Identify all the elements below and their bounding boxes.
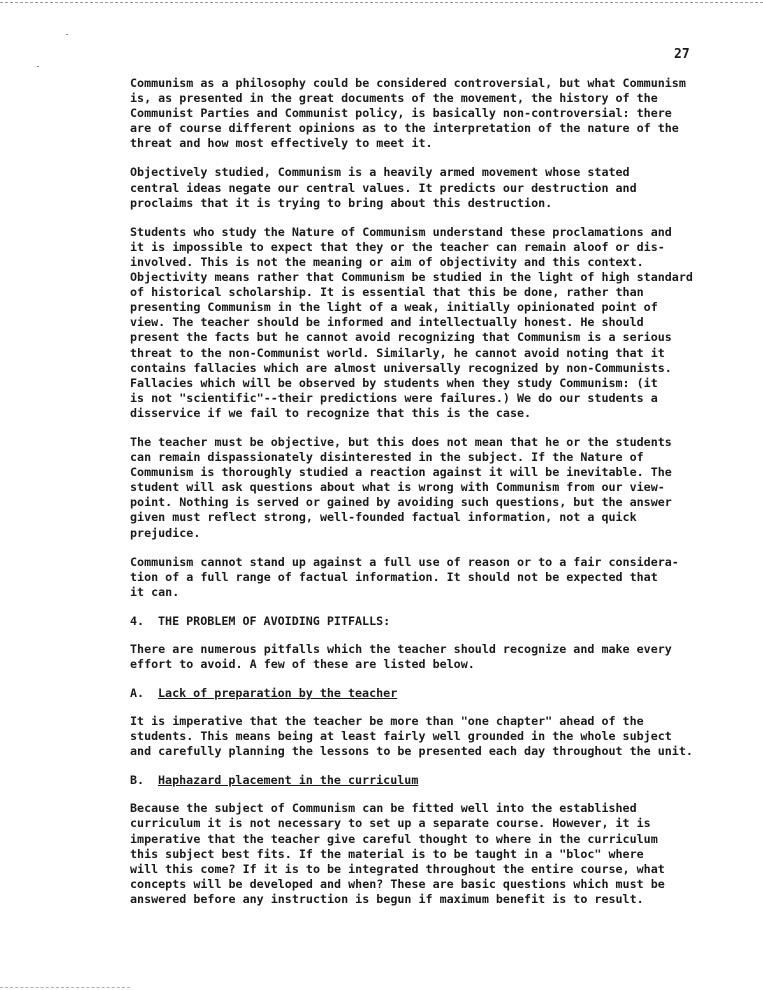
subsection-label: A. xyxy=(130,686,145,701)
text-line: Fallacies which will be observed by students when they study Communism: (it xyxy=(130,375,658,390)
subsection-title: Lack of preparation by the teacher xyxy=(158,686,398,701)
text-line: students. This means being at least fairly well grounded in the whole subject xyxy=(130,729,672,744)
text-line: Because the subject of Communism can be fitted well into the established xyxy=(130,801,637,816)
section-intro xyxy=(130,642,730,672)
scan-speck xyxy=(37,66,39,67)
page-number: 27 xyxy=(674,47,690,62)
text-line: given must reflect strong, well-founded factual information, not a quick xyxy=(130,510,637,525)
text-line: Objectivity means rather that Communism be studied in the light of high standard xyxy=(130,270,693,285)
subsection-a-heading xyxy=(130,686,730,700)
text-line: effort to avoid. A few of these are listed below. xyxy=(130,657,475,671)
text-line: Communism is thoroughly studied a reaction against it will be inevitable. The xyxy=(130,465,672,480)
text-line: are of course different opinions as to the interpretation of the nature of the xyxy=(130,121,679,136)
text-line: presenting Communism in the light of a weak, initially opinionated point of xyxy=(130,300,658,315)
paragraph-1 xyxy=(130,76,730,151)
text-line: answered before any instruction is begun if maximum benefit is to result. xyxy=(130,891,644,906)
text-line: view. The teacher should be informed and intellectually honest. He should xyxy=(130,315,644,330)
text-line: threat to the non-Communist world. Similarly, he cannot avoid noting that it xyxy=(130,345,665,360)
section-number: 4. xyxy=(130,613,145,628)
text-line: this subject best fits. If the material is to be taught in a "bloc" where xyxy=(130,846,644,861)
text-line: Communism as a philosophy could be considered controversial, but what Communism xyxy=(130,76,686,90)
subsection-title: Haphazard placement in the curriculum xyxy=(158,773,419,788)
text-line: curriculum it is not necessary to set up a separate course. However, it is xyxy=(130,816,651,831)
text-line: involved. This is not the meaning or aim of objectivity and this context. xyxy=(130,254,644,269)
text-line: contains fallacies which are almost universally recognized by non-Communists. xyxy=(130,360,672,375)
text-line: proclaims that it is trying to bring about this destruction. xyxy=(130,195,553,210)
text-line: Students who study the Nature of Communism understand these proclamations and xyxy=(130,224,672,239)
text-line: prejudice. xyxy=(130,525,201,540)
text-line: It is imperative that the teacher be more than "one chapter" ahead of the xyxy=(130,714,644,729)
paragraph-2 xyxy=(130,165,730,210)
top-scan-edge xyxy=(0,2,763,3)
text-line: Communist Parties and Communist policy, is basically non-controversial: there xyxy=(130,106,672,121)
subsection-b-heading xyxy=(130,773,730,787)
text-line: it can. xyxy=(130,584,180,599)
text-line: tion of a full range of factual information. It should not be expected that xyxy=(130,569,658,584)
text-line: point. Nothing is served or gained by avoiding such questions, but the answer xyxy=(130,495,672,510)
subsection-label: B. xyxy=(130,773,145,788)
text-line: disservice if we fail to recognize that this is the case. xyxy=(130,405,532,420)
bottom-scan-edge xyxy=(0,987,130,988)
text-line: it is impossible to expect that they or the teacher can remain aloof or dis- xyxy=(130,239,665,254)
text-line: is, as presented in the great documents of the movement, the history of the xyxy=(130,91,658,106)
text-line: of historical scholarship. It is essential that this be done, rather than xyxy=(130,285,644,300)
text-line: threat and how most effectively to meet it. xyxy=(130,136,433,151)
text-line: central ideas negate our central values. It predicts our destruction and xyxy=(130,180,637,195)
text-line: Objectively studied, Communism is a heavily armed movement whose stated xyxy=(130,165,630,180)
text-line: The teacher must be objective, but this does not mean that he or the students xyxy=(130,434,672,449)
section-heading xyxy=(130,614,730,628)
text-line: can remain dispassionately disinterested in the subject. If the Nature of xyxy=(130,450,644,465)
text-line: present the facts but he cannot avoid recognizing that Communism is a serious xyxy=(130,330,672,345)
text-line: There are numerous pitfalls which the teacher should recognize and make every xyxy=(130,641,672,656)
section-title: THE PROBLEM OF AVOIDING PITFALLS: xyxy=(158,613,391,628)
text-line: concepts will be developed and when? These are basic questions which must be xyxy=(130,876,665,891)
text-line: imperative that the teacher give careful thought to where in the curriculum xyxy=(130,831,658,846)
scan-speck xyxy=(66,34,68,35)
text-line: student will ask questions about what is wrong with Communism from our view- xyxy=(130,480,665,495)
text-line: is not "scientific"--their predictions were failures.) We do our students a xyxy=(130,390,658,405)
document-body xyxy=(130,76,730,921)
text-line: will this come? If it is to be integrated throughout the entire course, what xyxy=(130,861,665,876)
text-line: Communism cannot stand up against a full use of reason or to a fair considera- xyxy=(130,554,679,569)
subsection-a-body xyxy=(130,714,730,759)
text-line: and carefully planning the lessons to be presented each day throughout the unit. xyxy=(130,744,693,759)
subsection-b-body xyxy=(130,801,730,907)
paragraph-4 xyxy=(130,435,730,541)
paragraph-5 xyxy=(130,555,730,600)
paragraph-3 xyxy=(130,225,730,421)
